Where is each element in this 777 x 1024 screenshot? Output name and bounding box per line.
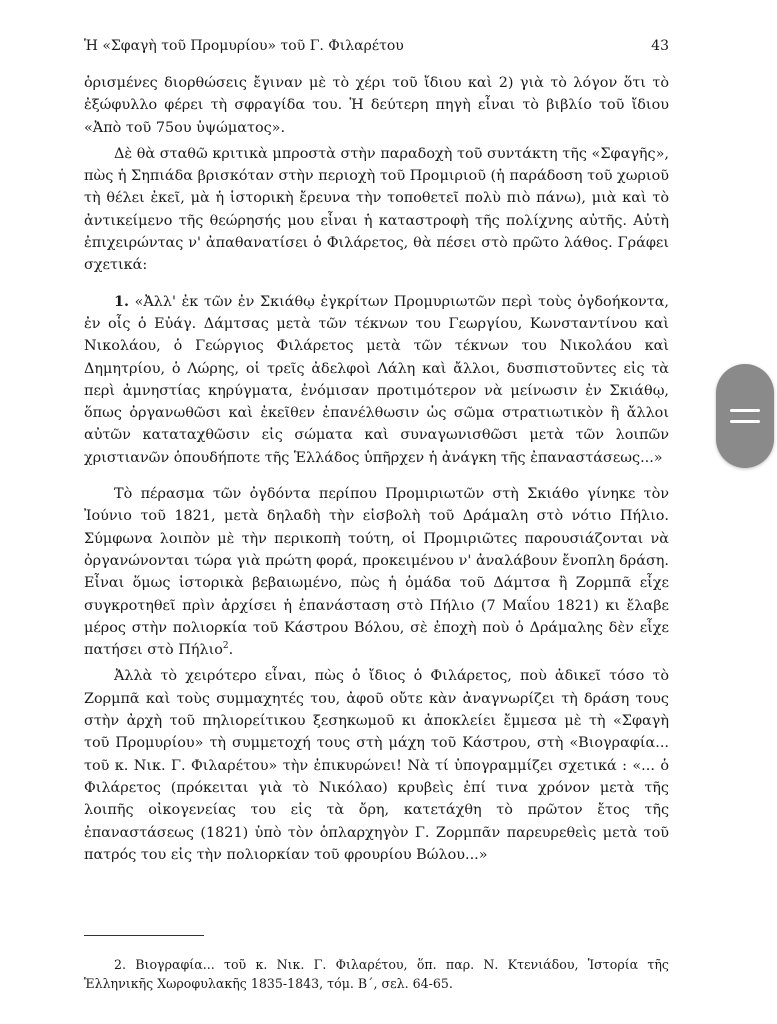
paragraph-1: ὁρισμένες διορθώσεις ἔγιναν μὲ τὸ χέρι τοῦ ἴδιου καὶ 2) γιὰ τὸ λόγον ὅτι τὸ ἐξώφυλλο φέρει τὴ σφραγίδα του. Ἡ δεύτερη πηγὴ εἶναι τὸ βιβλίο τοῦ ἴδιου «Ἀπὸ τοῦ 75ου ὑψώματος». xyxy=(84,75,669,136)
handle-bar-bottom xyxy=(730,420,760,423)
body-text xyxy=(84,72,669,866)
footnote-ref[interactable]: 2 xyxy=(222,641,229,652)
page-number: 43 xyxy=(651,38,669,54)
running-title: Ἡ «Σφαγὴ τοῦ Προμυρίου» τοῦ Γ. Φιλαρέτου xyxy=(84,38,404,54)
quote-number: 1. xyxy=(114,292,130,310)
paragraph-3 xyxy=(84,483,669,661)
page-header xyxy=(84,38,669,54)
paragraph-2: Δὲ θὰ σταθῶ κριτικὰ μπροστὰ στὴν παραδοχὴ τοῦ συντάκτη τῆς «Σφαγῆς», πὼς ἡ Σηπιάδα βρισκόταν στὴν περιοχὴ τοῦ Προμιριοῦ (ἡ παράδοση τοῦ χωριοῦ τὴ θέλει ἐκεῖ, μὰ ἡ ἱστορικὴ ἔρευνα τὴν τοποθετεῖ πολὺ πιὸ πάνω), μιὰ καὶ τὸ ἀντικείμενο τῆς θεώρησής μου εἶναι ἡ καταστροφὴ τῆς πολίχνης αὐτῆς. Αὐτὴ ἐπιχειρώντας ν' ἀπαθανατίσει ὁ Φιλάρετος, θὰ πέσει στὸ πρῶτο λάθος. Γράφει σχετικά: xyxy=(84,145,669,274)
paragraph-3-end: . xyxy=(228,642,234,659)
block-quote xyxy=(84,291,669,469)
drag-handle-icon[interactable] xyxy=(716,364,774,468)
paragraph-4: Ἀλλὰ τὸ χειρότερο εἶναι, πὼς ὁ ἴδιος ὁ Φιλάρετος, ποὺ ἀδικεῖ τόσο τὸ Ζορμπᾶ καὶ τοὺς συμμαχητές του, ἀφοῦ οὔτε κὰν ἀναγνωρίζει τὴ δράση τους στὴν ἀρχὴ τοῦ πηλιορείτικου ξεσηκωμοῦ κι ἀποκλείει ἔμμεσα μὲ τὴ «Σφαγὴ τοῦ Προμυρίου» τὴ συμμετοχή τους στὴ μάχη τοῦ Κάστρου, στὴ «Βιογραφία... τοῦ κ. Νικ. Γ. Φιλαρέτου» τὴν ἐπικυρώνει! Νὰ τί ὑπογραμμίζει σχετικά : «... ὁ Φιλάρετος (πρόκειται γιὰ τὸ Νικόλαο) κρυβεὶς ἐπί τινα χρόνον μετὰ τῆς λοιπῆς οἰκογενείας του εἰς τὰ ὄρη, κατετάχθη τὸ πρῶτον ἔτος τῆς ἐπαναστάσεως (1821) ὑπὸ τὸν ὁπλαρχηγὸν Γ. Ζορμπᾶν παρευρεθεὶς μετὰ τοῦ πατρός του εἰς τὴν πολιορκίαν τοῦ φρουρίου Βώλου...» xyxy=(84,668,669,863)
handle-bar-top xyxy=(730,409,760,412)
footnote-divider xyxy=(84,935,204,936)
paragraph-3-text: Τὸ πέρασμα τῶν ὀγδόντα περίπου Προμιριωτῶν στὴ Σκιάθο γίνηκε τὸν Ἰούνιο τοῦ 1821, μετὰ δηλαδὴ τὴν εἰσβολὴ τοῦ Δράμαλη στὸ νότιο Πήλιο. Σύμφωνα λοιπὸν μὲ τὴν περικοπὴ τούτη, οἱ Προμιριῶτες παρουσιάζονται νὰ ὀργανώνονται τώρα γιὰ πρώτη φορά, προκειμένου ν' ἀναλάβουν ἔνοπλη δράση. Εἶναι ὅμως ἱστορικὰ βεβαιωμένο, πὼς ἡ ὁμάδα τοῦ Δάμτσα ἢ Ζορμπᾶ εἶχε συγκροτηθεῖ πρὶν ἀρχίσει ἡ ἐπανάσταση στὸ Πήλιο (7 Μαΐου 1821) κι ἔλαβε μέρος στὴν πολιορκία τοῦ Κάστρου Βόλου, σὲ ἐποχὴ ποὺ ὁ Δράμαλης δὲν εἶχε πατήσει στὸ Πήλιο xyxy=(84,486,669,659)
quote-text: «Ἀλλ' ἐκ τῶν ἐν Σκιάθῳ ἐγκρίτων Προμυριωτῶν περὶ τοὺς ὀγδοήκοντα, ἐν οἷς ὁ Εὐάγ. Δάμτσας μετὰ τῶν τέκνων του Γεωργίου, Κωνσταντίνου καὶ Νικολάου, ὁ Γεώργιος Φιλάρετος μετὰ τῶν τέκνων του Νικολάου καὶ Δημητρίου, ὁ Λώρης, οἱ τρεῖς ἀδελφοὶ Λάλη καὶ ἄλλοι, δυσπιστοῦντες εἰς τὰ περὶ ἀμνηστίας κηρύγματα, ἐνόμισαν προτιμότερον νὰ μείνωσιν ἐν Σκιάθῳ, ὅπως ὀργανωθῶσι καὶ ἐκεῖθεν ἐπανέλθωσιν ὡς σῶμα στρατιωτικὸν ἢ ἄλλοι αὐτῶν καταταχθῶσιν εἰς σώματα καὶ συναγωνισθῶσι μετὰ τῶν λοιπῶν χριστιανῶν ὁπουδήποτε τῆς Ἑλλάδος ὑπῆρχεν ἡ ἀνάγκη τῆς ἐπαναστάσεως...» xyxy=(84,293,669,466)
footnote-text: 2. Βιογραφία... τοῦ κ. Νικ. Γ. Φιλαρέτου, ὅπ. παρ. Ν. Κτενιάδου, Ἱστορία τῆς Ἑλληνικῆς Χωροφυλακῆς 1835-1843, τόμ. Β΄, σελ. 64-65. xyxy=(84,957,669,991)
footnote xyxy=(84,955,669,993)
